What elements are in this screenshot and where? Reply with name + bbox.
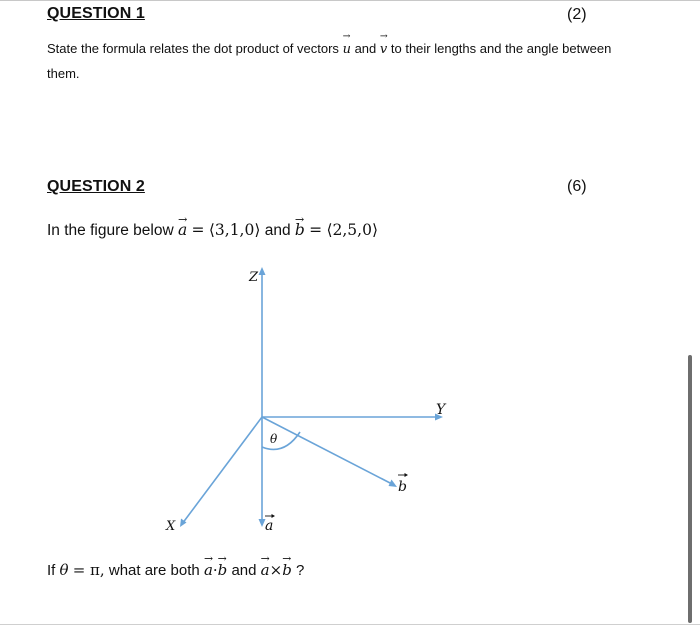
question1-text-c: them. xyxy=(47,66,80,81)
dot-operator: · xyxy=(212,561,218,579)
vector-a-value: ⟨3,1,0⟩ xyxy=(208,221,261,239)
angle-arc xyxy=(262,432,300,449)
question2-prompt-line xyxy=(47,561,304,579)
question1-text-a: State the formula relates the dot product of vectors xyxy=(47,41,339,56)
question1-marks: (2) xyxy=(567,6,587,23)
prompt-mid: what are both xyxy=(108,562,200,579)
cross-operator: × xyxy=(269,561,283,579)
vector-b-arrowhead xyxy=(389,480,398,488)
question2-intro: In the figure below xyxy=(47,222,174,239)
question1-heading: QUESTION 1 xyxy=(47,5,145,22)
bottom-divider xyxy=(0,624,700,625)
vector-b: → b xyxy=(295,221,305,239)
vector-a: → a xyxy=(178,221,187,239)
prompt-and: and xyxy=(231,562,257,579)
figure-vector-b-label: b xyxy=(398,479,407,495)
x-axis-line xyxy=(182,417,262,524)
theta-label: θ xyxy=(270,432,278,446)
prompt-question-mark: ? xyxy=(295,562,305,579)
prompt-vector-a-2: → a xyxy=(261,561,270,579)
figure-vector-a-label: a xyxy=(265,518,274,534)
prompt-vector-a: → a xyxy=(204,561,213,579)
x-axis-label: X xyxy=(166,519,176,534)
scrollbar[interactable] xyxy=(688,355,692,623)
question2-and: and xyxy=(264,222,291,239)
question2-heading: QUESTION 2 xyxy=(47,178,145,195)
figure-b-arrow-icon xyxy=(405,473,409,477)
question1-text-b: to their lengths and the angle between xyxy=(390,41,612,56)
prompt-eq-pi: = π, xyxy=(72,561,105,579)
y-axis-label: Y xyxy=(436,402,446,418)
z-axis-label: Z xyxy=(249,270,259,285)
equals-sign-2: = xyxy=(309,221,323,239)
vector-u: → u xyxy=(343,38,351,62)
prompt-vector-b: → b xyxy=(218,561,228,579)
question2-marks: (6) xyxy=(567,178,587,195)
prompt-if: If xyxy=(47,562,56,579)
prompt-theta: θ xyxy=(59,561,69,579)
vector-b-value: ⟨2,5,0⟩ xyxy=(326,221,379,239)
question1-and: and xyxy=(354,41,377,56)
vector-b-line xyxy=(262,417,392,484)
vector-v: → v xyxy=(380,38,387,62)
equals-sign: = xyxy=(191,221,205,239)
prompt-vector-b-2: → b xyxy=(282,561,292,579)
z-arrowhead xyxy=(259,267,266,275)
